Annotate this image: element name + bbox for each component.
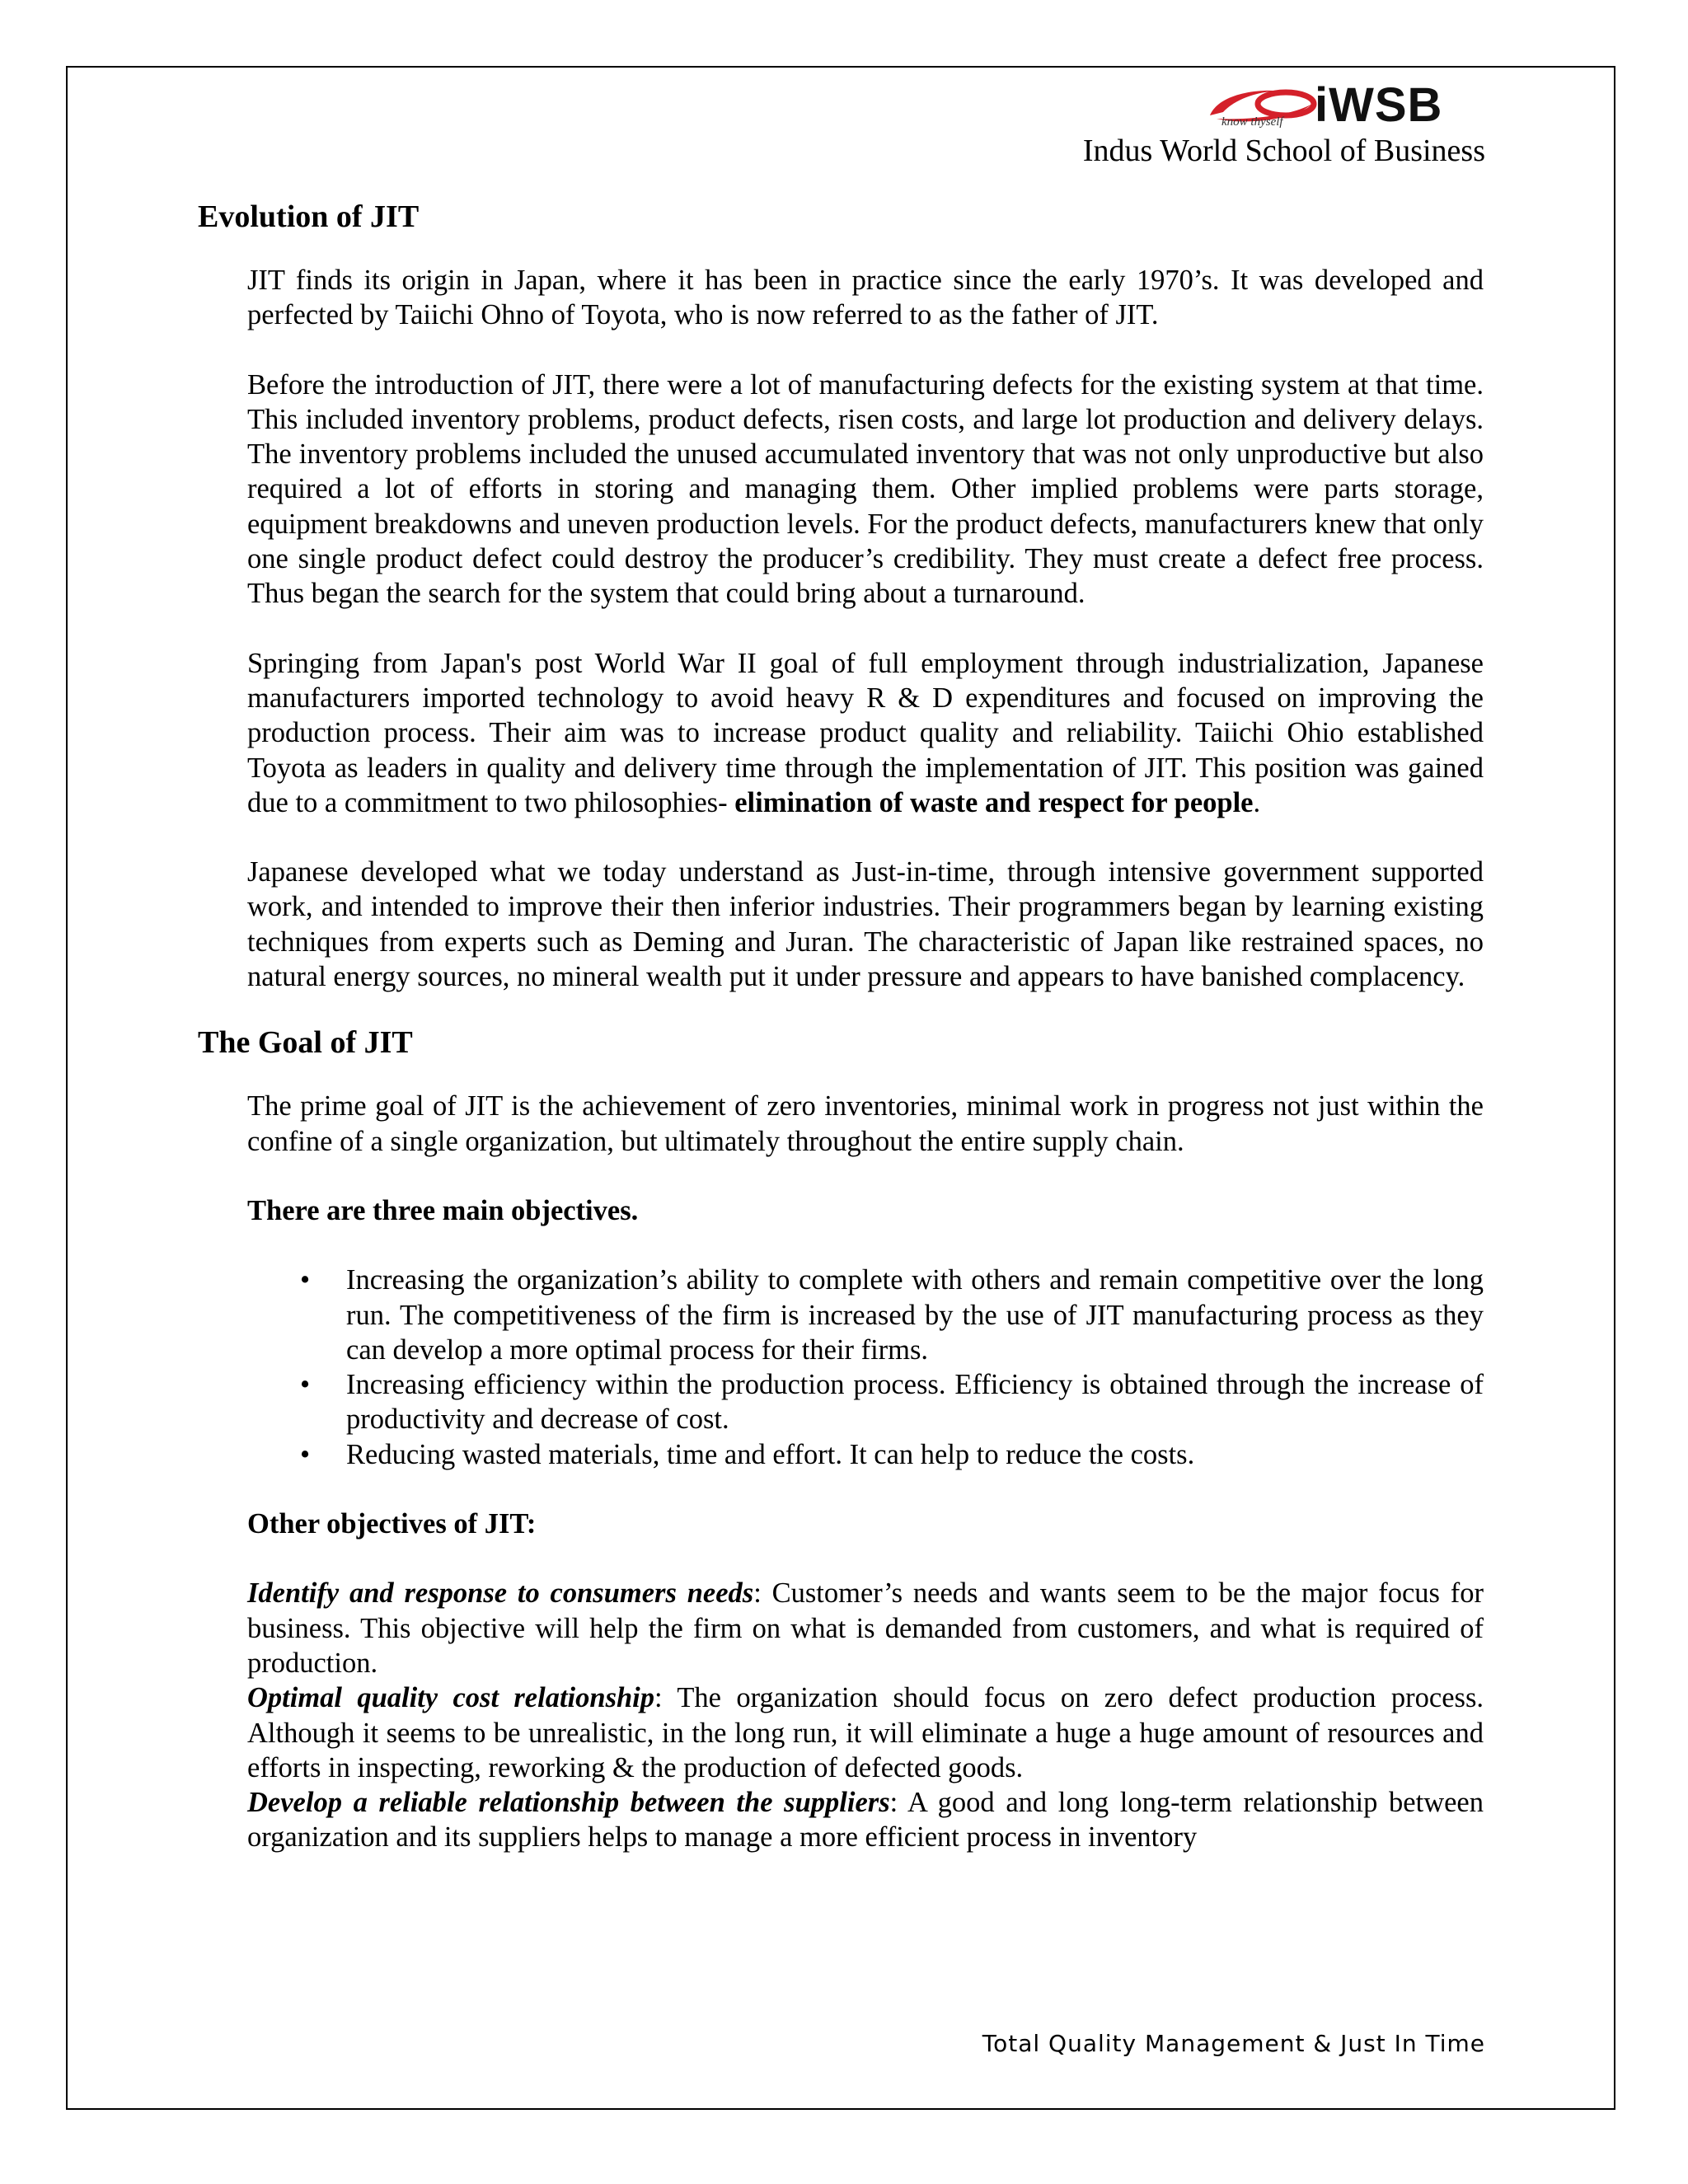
objective-text: A good and long long-term relationship between organization and its suppliers helps to manage a more efficient process in inventory <box>247 1787 1484 1854</box>
objective-sep: : <box>753 1577 772 1610</box>
subheading-main-objectives: There are three main objectives. <box>247 1194 639 1226</box>
objective-paragraph <box>247 1680 1484 1785</box>
paragraph: Japanese developed what we today understand as Just-in-time, through intensive government supported work, and intended to improve their then inferior industries. Their programmers began by learning existing techniques from experts such as Deming and Juran. The characteristic of Japan like restrained spaces, no natural energy sources, no mineral wealth put it under pressure and appears to have banished complacency. <box>247 856 1484 993</box>
section-title-evolution: Evolution of JIT <box>198 199 420 234</box>
list-item <box>247 1263 1484 1367</box>
bullet-icon: • <box>300 1264 311 1296</box>
paragraph: The prime goal of JIT is the achievement of zero inventories, minimal work in progress not just within the confine of a single organization, but ultimately throughout the entire supply chain. <box>247 1090 1484 1157</box>
page-footer: Total Quality Management & Just In Time <box>982 2030 1485 2057</box>
objectives-list <box>247 1263 1484 1472</box>
logo-tagline: know thyself <box>1221 115 1283 129</box>
paragraph: JIT finds its origin in Japan, where it has been in practice since the early 1970’s. It was developed and perfected by Taiichi Ohno of Toyota, who is now referred to as the father of JIT. <box>247 265 1484 331</box>
list-item <box>247 1367 1484 1437</box>
objective-sep: : <box>654 1682 678 1714</box>
document-body <box>198 198 1484 1855</box>
objective-text: Customer’s needs and wants seem to be the major focus for business. This objective will help the firm on what is demanded from customers, and what is required of production. <box>247 1577 1484 1679</box>
objective-term: Identify and response to consumers needs <box>247 1577 754 1610</box>
paragraph: Before the introduction of JIT, there were a lot of manufacturing defects for the existing system at that time. This included inventory problems, product defects, risen costs, and large lot production and delivery delays. The inventory problems included the unused accumulated inventory that was not only unproductive but also required a lot of efforts in storing and managing them. Other implied problems were parts storage, equipment breakdowns and uneven production levels. For the product defects, manufacturers knew that only one single product defect could destroy the producer’s credibility. They must create a defect free process. Thus began the search for the system that could bring about a turnaround. <box>247 368 1484 610</box>
paragraph-text: Springing from Japan's post World War II goal of full employment through industrialization, Japanese manufacturers imported technology to avoid heavy R & D expenditures and focused on improving the production process. Their aim was to increase product quality and reliability. Taiichi Ohio established Toyota as leaders in quality and delivery time through the implementation of JIT. This position was gained due to a commitment to two philosophies- <box>247 647 1484 818</box>
objective-term: Develop a reliable relationship between the suppliers <box>247 1787 890 1819</box>
list-item-text: Increasing the organization’s ability to complete with others and remain competitive over the long run. The competitiveness of the firm is increased by the use of JIT manufacturing process as they can develop a more optimal process for their firms. <box>346 1264 1484 1366</box>
objective-paragraph <box>247 1785 1484 1855</box>
paragraph-end: . <box>1253 786 1261 818</box>
objective-sep: : <box>889 1787 907 1819</box>
list-item <box>247 1437 1484 1472</box>
objective-term: Optimal quality cost relationship <box>247 1682 655 1714</box>
list-item-text: Reducing wasted materials, time and effort. It can help to reduce the costs. <box>346 1438 1195 1470</box>
bullet-icon: • <box>300 1438 311 1470</box>
school-name: Indus World School of Business <box>1082 134 1485 168</box>
emphasis-text: elimination of waste and respect for people <box>734 786 1254 818</box>
subheading-other-objectives: Other objectives of JIT: <box>247 1508 537 1540</box>
section-title-goal: The Goal of JIT <box>198 1025 413 1061</box>
logo-wordmark: iWSB <box>1315 78 1443 132</box>
paragraph <box>247 646 1484 820</box>
list-item-text: Increasing efficiency within the production process. Efficiency is obtained through the increase of productivity and decrease of cost. <box>346 1369 1484 1436</box>
objective-paragraph <box>247 1576 1484 1680</box>
objective-text: The organization should focus on zero defect production process. Although it seems to be unrealistic, in the long run, it will eliminate a huge a huge amount of resources and efforts in inspecting, reworking & the production of defected goods. <box>247 1682 1484 1783</box>
bullet-icon: • <box>300 1369 311 1401</box>
